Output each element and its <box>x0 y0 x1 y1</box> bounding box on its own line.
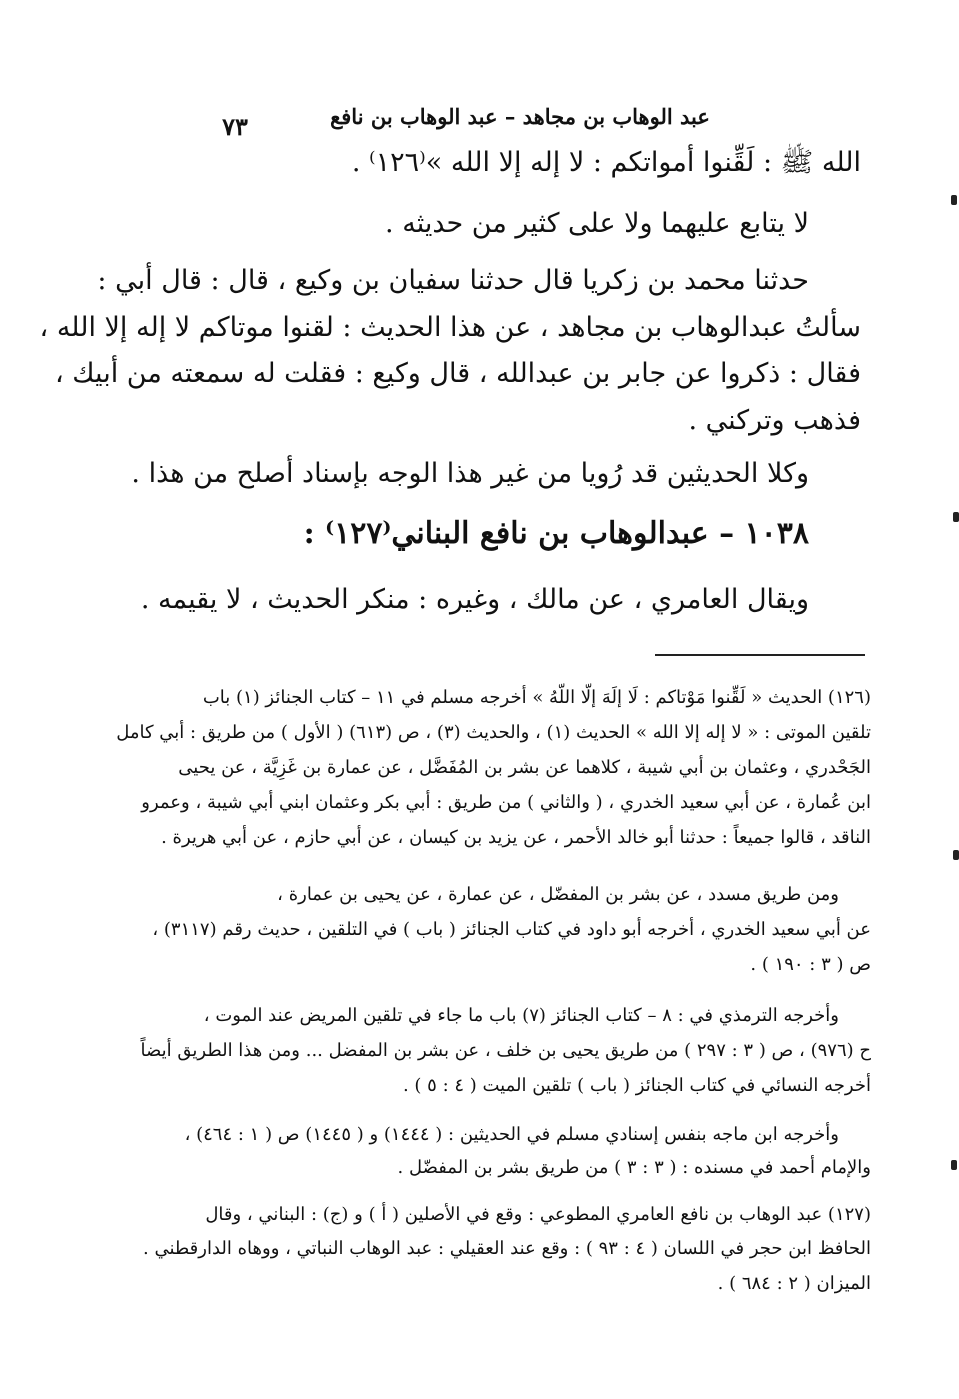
footnote-line: الجَحْدري ، وعثمان بن أبي شيبة ، كلاهما عن بشر بن المُفَضَّل ، عن عمارة بن غَزِيَّة ، عن يحيى <box>178 757 871 778</box>
scan-edge-mark <box>953 512 959 522</box>
footnote-line: ابن عُمارة ، عن أبي سعيد الخدري ، ( والثاني ) من طريق : أبي بكر وعثمان ابني أبي شيبة ، وعمرو <box>141 792 871 813</box>
footnote-line: الناقد ، قالوا جميعاً : حدثنا أبو خالد الأحمر ، عن يزيد بن كيسان ، عن أبي حازم ، عن أبي هريرة . <box>161 827 871 848</box>
scan-edge-mark <box>951 195 957 205</box>
footnote-line: (١٢٦) الحديث « لَقِّنوا مَوْتاكم : لَا إلَهَ إلّا اللّهُ » أخرجه مسلم في ١١ – كتاب الجنائز (١) باب <box>202 687 871 708</box>
entry-heading: ١٠٣٨ – عبدالوهاب بن نافع البناني⁽١٢٧⁾ : <box>303 516 809 551</box>
footnote-separator <box>655 654 865 656</box>
entry-description: ويقال العامري ، عن مالك ، وغيره : منكر الحديث ، لا يقيمه . <box>140 584 809 615</box>
footnote-line: ومن طريق مسدد ، عن بشر بن المفضّل ، عن عمارة ، عن يحيى بن عمارة ، <box>277 884 839 905</box>
main-line: الله ﷺ : لَقِّنوا أمواتكم : لا إله إلا الله »⁽١٢٦⁾ . <box>351 147 861 178</box>
main-line: فذهب وتركني . <box>688 405 861 436</box>
footnote-line: تلقين الموتى : « لا إله إلا الله » الحديث (١) ، والحديث (٣) ، ص (٦١٣) ( الأول ) من طريق : أبي كامل <box>116 722 871 743</box>
footnote-line: الميزان ( ٢ : ٦٨٤ ) . <box>717 1273 871 1294</box>
footnote-line: (١٢٧) عبد الوهاب بن نافع العامري المطوعي : وقع في الأصلين ( أ ) و (ج) : البناني ، وقال <box>205 1204 871 1225</box>
footnote-line: وأخرجه الترمذي في : ٨ – كتاب الجنائز (٧) باب ما جاء في تلقين المريض عند الموت ، <box>203 1005 839 1026</box>
running-head: عبد الوهاب بن مجاهد – عبد الوهاب بن نافع <box>330 104 710 129</box>
main-line: لا يتابع عليهما ولا على كثير من حديثه . <box>385 208 809 239</box>
footnote-line: والإمام أحمد في مسنده : ( ٣ : ٣ ) من طريق بشر بن المفضّل . <box>397 1157 871 1178</box>
footnote-line: ح (٩٧٦) ، ص ( ٣ : ٢٩٧ ) من طريق يحيى بن خلف ، عن بشر بن المفضل ... ومن هذا الطريق أيضاً <box>140 1040 871 1061</box>
main-line: وكلا الحديثين قد رُويا من غير هذا الوجه بإسناد أصلح من هذا . <box>131 458 809 489</box>
main-line: فقال : ذكروا عن جابر بن عبدالله ، قال وكيع : فقلت له سمعته من أبيك ، <box>55 358 861 389</box>
scan-edge-mark <box>951 1160 957 1170</box>
footnote-line: عن أبي سعيد الخدري ، أخرجه أبو داود في كتاب الجنائز ( باب ) في التلقين ، حديث رقم (٣١١٧) ، <box>152 919 871 940</box>
footnote-line: ص ( ٣ : ١٩٠ ) . <box>750 954 871 975</box>
footnote-line: الحافظ ابن حجر في اللسان ( ٤ : ٩٣ ) : وقع عند العقيلي : عبد الوهاب النباتي ، ووهاه الدارقطني . <box>143 1238 871 1259</box>
main-line: سألتُ عبدالوهاب بن مجاهد ، عن هذا الحديث : لقنوا موتاكم لا إله إلا الله ، <box>39 312 861 343</box>
page-number: ٧٣ <box>222 112 248 141</box>
footnote-line: أخرجه النسائي في كتاب الجنائز ( باب ) تلقين الميت ( ٤ : ٥ ) . <box>402 1075 871 1096</box>
scan-edge-mark <box>953 850 959 860</box>
main-line: حدثنا محمد بن زكريا قال حدثنا سفيان بن وكيع ، قال : قال أبي : <box>97 265 809 296</box>
footnote-line: وأخرجه ابن ماجه بنفس إسنادي مسلم في الحديثين : ( ١٤٤٤) و ( ١٤٤٥) ص ( ١ : ٤٦٤) ، <box>184 1124 839 1145</box>
